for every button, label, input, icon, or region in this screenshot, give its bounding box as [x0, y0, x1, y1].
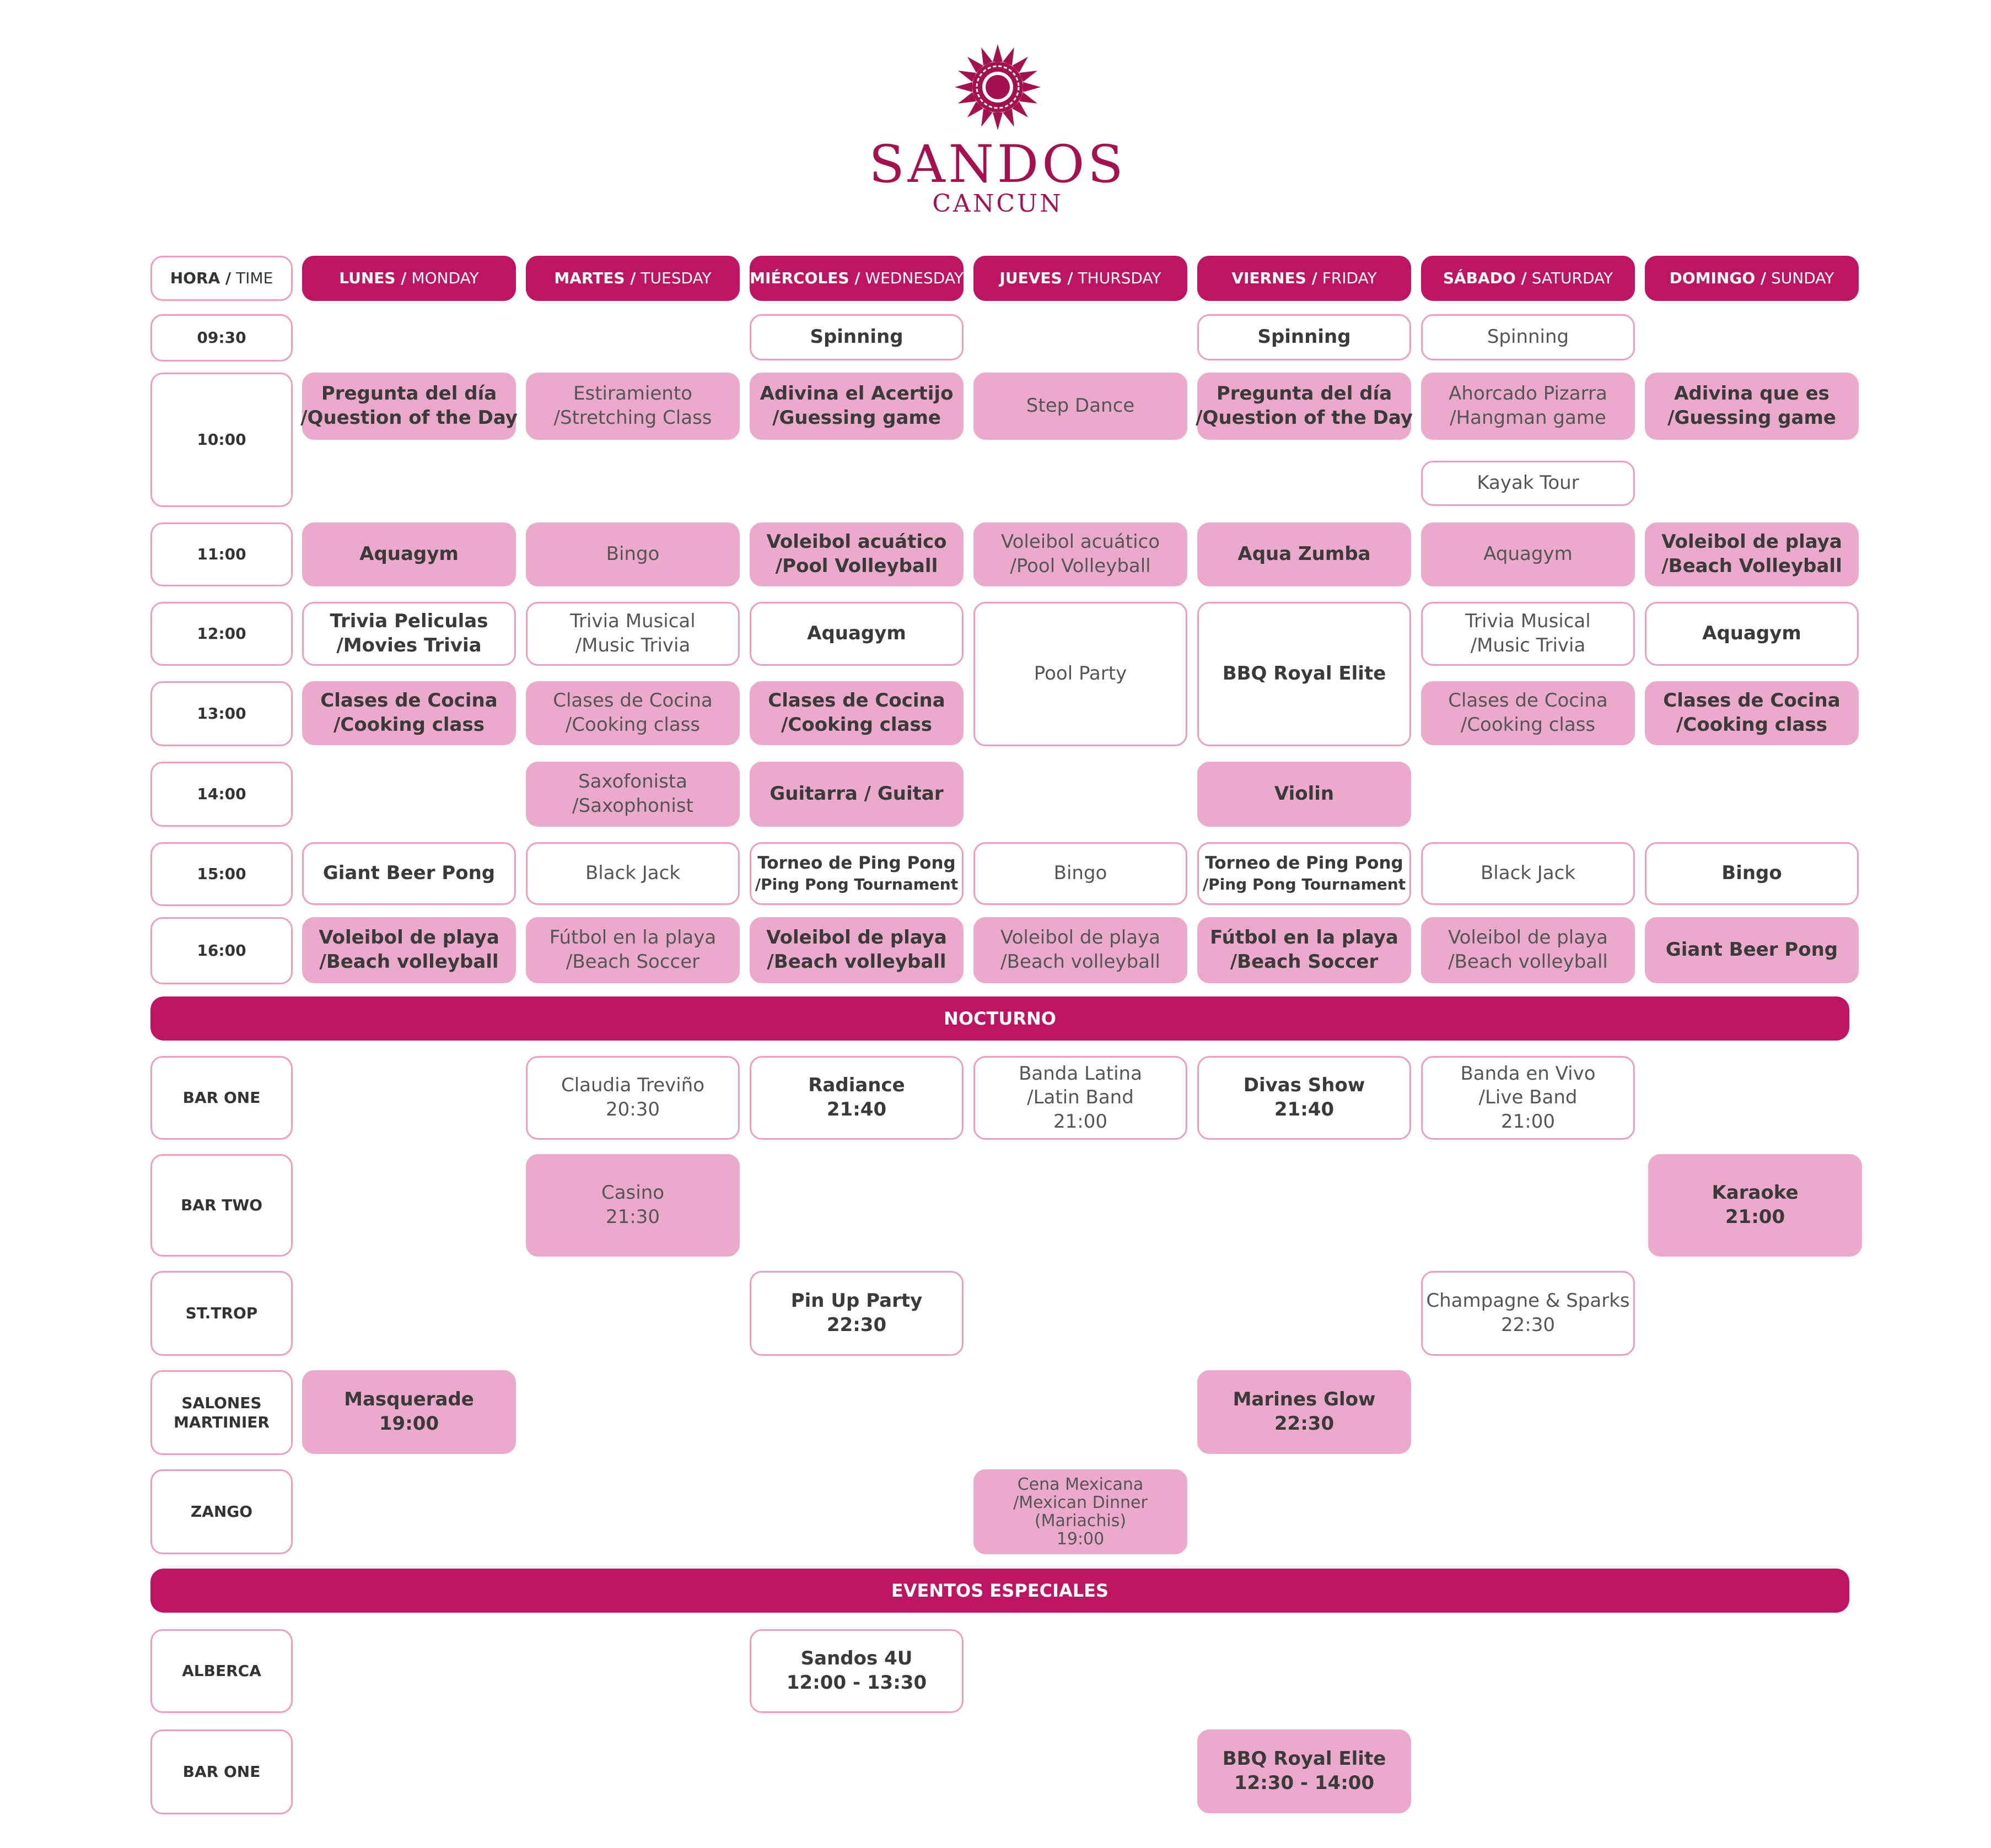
activity-cell[interactable] — [1645, 842, 1859, 905]
activity-cell[interactable] — [1645, 373, 1859, 440]
event-cell[interactable] — [1197, 1730, 1411, 1813]
activity-label: Voleibol de playa — [1000, 926, 1160, 949]
venue-bar-two: BAR TWO — [150, 1154, 293, 1257]
event-time: 21:00 — [1725, 1206, 1785, 1228]
time-column-header — [150, 256, 293, 301]
activity-cell[interactable] — [973, 917, 1187, 983]
activity-cell[interactable] — [1197, 762, 1411, 827]
activity-label-en: /Cooking class — [1676, 714, 1827, 736]
activity-label-en: /Pool Volleyball — [1010, 555, 1151, 577]
time-slot-1400: 14:00 — [150, 762, 293, 827]
event-cell[interactable] — [302, 1370, 516, 1454]
activity-label: Black Jack — [1480, 862, 1576, 885]
event-note: (Mariachis) — [1034, 1511, 1127, 1531]
activity-cell[interactable] — [302, 373, 516, 440]
day-label-en: TUESDAY — [636, 269, 712, 288]
activity-label: Aquagym — [1483, 543, 1573, 565]
activity-label: Adivina el Acertijo — [760, 382, 954, 405]
activity-label: Voleibol de playa — [1448, 926, 1608, 949]
activity-label-en: /Cooking class — [781, 714, 932, 736]
activity-label: Pool Party — [1034, 662, 1127, 685]
event-label: Claudia Treviño — [561, 1074, 705, 1097]
activity-label: Saxofonista — [578, 771, 687, 793]
activity-label-en: /Guessing game — [1667, 407, 1836, 429]
activity-label: Bingo — [606, 543, 660, 565]
time-slot-1500: 15:00 — [150, 842, 293, 906]
activity-label: Step Dance — [1026, 395, 1135, 417]
activity-label: Bingo — [1053, 862, 1107, 885]
activity-label-en: /Guessing game — [772, 407, 941, 429]
activity-label: Clases de Cocina — [553, 689, 713, 712]
activity-label: Voleibol de playa — [766, 926, 947, 949]
time-slot-1600: 16:00 — [150, 917, 293, 984]
activity-label-en: /Question of the Day — [1196, 407, 1413, 429]
activity-cell[interactable] — [1197, 314, 1411, 360]
event-label: Marines Glow — [1233, 1388, 1376, 1411]
activity-label-en: /Saxophonist — [572, 795, 693, 817]
activity-cell[interactable] — [750, 314, 964, 360]
activity-cell[interactable] — [1645, 681, 1859, 745]
time-slot-0930: 09:30 — [150, 314, 293, 362]
venue-bar-one: BAR ONE — [150, 1056, 293, 1140]
event-time: 12:30 - 14:00 — [1234, 1772, 1375, 1794]
activity-label: Aquagym — [807, 622, 906, 645]
event-time: 21:30 — [606, 1206, 660, 1228]
event-time: 19:00 — [379, 1413, 439, 1435]
activity-label: Spinning — [1487, 326, 1569, 348]
activity-label: Aquagym — [359, 543, 459, 565]
activity-label-en: /Beach volleyball — [1000, 951, 1160, 973]
event-label: Banda Latina — [1019, 1062, 1142, 1085]
event-cell[interactable] — [1197, 1370, 1411, 1454]
event-time: 20:30 — [606, 1098, 660, 1120]
activity-label: Guitarra / Guitar — [770, 783, 944, 805]
time-header-en: TIME — [231, 269, 273, 288]
activity-label: Pregunta del día — [321, 382, 497, 405]
activity-label: Aqua Zumba — [1237, 543, 1371, 565]
activity-label-en: /Beach volleyball — [1448, 951, 1608, 973]
activity-label: Voleibol de playa — [319, 926, 499, 949]
activity-cell[interactable] — [1197, 373, 1411, 440]
section-header-eventos-especiales: EVENTOS ESPECIALES — [150, 1569, 1849, 1613]
activity-label: Voleibol acuático — [1000, 531, 1160, 553]
event-cell[interactable] — [750, 1056, 964, 1140]
activity-cell[interactable] — [1645, 522, 1859, 586]
activity-label: Trivia Peliculas — [330, 610, 488, 633]
activity-label: Torneo de Ping Pong — [757, 853, 956, 874]
activity-label-en: /Hangman game — [1450, 407, 1606, 429]
event-cell[interactable] — [526, 1154, 740, 1257]
time-slot-1000: 10:00 — [150, 373, 293, 507]
activity-cell[interactable] — [1421, 522, 1635, 586]
day-header-tuesday — [526, 256, 740, 301]
activity-label-en: /Pool Volleyball — [775, 555, 938, 577]
brand-logo — [860, 43, 1136, 218]
day-label-es: DOMINGO / — [1669, 269, 1767, 288]
activity-label-en: /Beach volleyball — [319, 951, 499, 973]
activity-label-en: /Stretching Class — [553, 407, 712, 429]
day-header-wednesday — [750, 256, 964, 301]
brand-name: SANDOS — [869, 134, 1127, 195]
activity-cell[interactable] — [750, 842, 964, 905]
activity-label: Spinning — [810, 326, 903, 348]
event-label: Casino — [601, 1182, 665, 1204]
activity-cell[interactable] — [1197, 842, 1411, 905]
activity-label: Pregunta del día — [1216, 382, 1392, 405]
activity-label: Giant Beer Pong — [322, 862, 496, 885]
activity-label-en: /Music Trivia — [1470, 634, 1586, 656]
event-cell[interactable] — [1197, 1056, 1411, 1140]
day-label-es: LUNES / — [339, 269, 407, 288]
activity-label: Trivia Musical — [1465, 610, 1591, 633]
venue-salones-martinier — [150, 1370, 293, 1455]
activity-label: Voleibol acuático — [766, 531, 947, 553]
event-label: Divas Show — [1243, 1074, 1365, 1097]
event-label: Masquerade — [344, 1388, 474, 1411]
activity-cell[interactable] — [302, 917, 516, 983]
activity-cell[interactable] — [526, 373, 740, 440]
day-label-en: THURSDAY — [1073, 269, 1161, 288]
activity-cell[interactable] — [1197, 917, 1411, 983]
event-cell[interactable] — [1421, 1271, 1635, 1356]
event-label: Sandos 4U — [800, 1647, 913, 1670]
time-slot-1100: 11:00 — [150, 522, 293, 586]
event-label: Banda en Vivo — [1460, 1062, 1596, 1085]
activity-label: BBQ Royal Elite — [1222, 662, 1386, 685]
activity-label-en: /Cooking class — [1460, 714, 1596, 736]
activity-label-en: /Beach Soccer — [1230, 951, 1379, 973]
activity-label: Clases de Cocina — [768, 689, 945, 712]
event-label-en: /Latin Band — [1027, 1086, 1134, 1109]
activity-label-en: /Music Trivia — [575, 634, 691, 656]
activity-cell[interactable] — [973, 842, 1187, 905]
activity-label: Black Jack — [585, 862, 681, 885]
activity-cell[interactable] — [302, 602, 516, 666]
time-slot-1300: 13:00 — [150, 681, 293, 746]
activity-label: Spinning — [1257, 326, 1351, 348]
activity-cell[interactable] — [1421, 842, 1635, 905]
activity-cell[interactable] — [526, 917, 740, 983]
activity-label: Kayak Tour — [1477, 472, 1579, 494]
event-cell[interactable] — [973, 1469, 1187, 1554]
event-cell[interactable] — [750, 1271, 964, 1356]
activity-cell[interactable] — [1421, 681, 1635, 745]
event-time: 22:30 — [826, 1314, 887, 1336]
activity-cell[interactable] — [1421, 602, 1635, 666]
activity-cell[interactable] — [750, 522, 964, 586]
activity-cell[interactable] — [1421, 373, 1635, 440]
activity-cell[interactable] — [1645, 917, 1859, 983]
event-label: Radiance — [808, 1074, 905, 1097]
activity-cell[interactable] — [973, 522, 1187, 586]
activity-cell[interactable] — [1197, 522, 1411, 586]
activity-label: Trivia Musical — [570, 610, 696, 633]
activity-label-en: /Ping Pong Tournament — [1202, 875, 1406, 893]
brand-location: CANCUN — [932, 190, 1063, 218]
activity-label: Aquagym — [1702, 622, 1801, 645]
activity-label: Clases de Cocina — [1448, 689, 1608, 712]
venue-zango: ZANGO — [150, 1469, 293, 1554]
event-time: 21:40 — [1274, 1098, 1334, 1120]
day-header-thursday — [973, 256, 1187, 301]
activity-label: Torneo de Ping Pong — [1205, 853, 1403, 874]
day-label-es: JUEVES / — [999, 269, 1073, 288]
activity-cell[interactable] — [302, 842, 516, 905]
venue-bar-one-special: BAR ONE — [150, 1730, 293, 1814]
section-header-nocturno: NOCTURNO — [150, 996, 1849, 1041]
event-cell[interactable] — [973, 1056, 1187, 1140]
activity-label-en: /Ping Pong Tournament — [755, 875, 959, 893]
event-time: 21:40 — [826, 1098, 887, 1120]
event-time: 12:00 - 13:30 — [786, 1672, 927, 1694]
day-header-friday — [1197, 256, 1411, 301]
event-label: BBQ Royal Elite — [1222, 1748, 1386, 1770]
event-label-en: /Mexican Dinner — [1013, 1493, 1148, 1512]
activity-label-en: /Question of the Day — [300, 407, 518, 429]
activity-cell[interactable] — [973, 602, 1187, 746]
activity-label: Clases de Cocina — [1663, 689, 1841, 712]
activity-cell[interactable] — [526, 762, 740, 827]
event-cell[interactable] — [1648, 1154, 1862, 1257]
event-label: Karaoke — [1712, 1182, 1799, 1204]
activity-label-en: /Beach Volleyball — [1661, 555, 1842, 577]
activity-label: Fútbol en la playa — [1210, 926, 1398, 949]
day-label-es: SÁBADO / — [1443, 269, 1527, 288]
activity-label: Ahorcado Pizarra — [1449, 382, 1607, 405]
activity-cell[interactable] — [1197, 602, 1411, 746]
activity-label: Voleibol de playa — [1661, 531, 1842, 553]
day-label-en: FRIDAY — [1317, 269, 1377, 288]
activity-cell[interactable] — [526, 602, 740, 666]
activity-cell[interactable] — [750, 602, 964, 666]
day-label-es: MIÉRCOLES / — [750, 269, 860, 288]
activity-cell[interactable] — [750, 373, 964, 440]
activity-cell[interactable] — [526, 842, 740, 905]
event-cell[interactable] — [1421, 1056, 1635, 1140]
activity-cell[interactable] — [750, 681, 964, 745]
day-label-en: MONDAY — [406, 269, 479, 288]
event-cell[interactable] — [750, 1629, 964, 1713]
event-time: 22:30 — [1274, 1413, 1334, 1435]
day-header-sunday — [1645, 256, 1859, 301]
event-time: 19:00 — [1056, 1529, 1105, 1549]
venue-alberca: ALBERCA — [150, 1629, 293, 1713]
time-header-es: HORA / — [170, 269, 232, 288]
activity-label-en: /Cooking class — [565, 714, 701, 736]
day-label-en: WEDNESDAY — [860, 269, 964, 288]
day-label-en: SUNDAY — [1766, 269, 1834, 288]
venue-st-trop: ST.TROP — [150, 1271, 293, 1356]
event-time: 21:00 — [1053, 1110, 1107, 1133]
event-time: 21:00 — [1501, 1110, 1555, 1133]
activity-cell[interactable] — [1421, 461, 1635, 506]
activity-cell[interactable] — [750, 762, 964, 827]
event-cell[interactable] — [526, 1056, 740, 1140]
activity-cell[interactable] — [1421, 314, 1635, 360]
activity-label: Adivina que es — [1674, 382, 1829, 405]
time-slot-1200: 12:00 — [150, 602, 293, 666]
activity-label: Violin — [1274, 783, 1334, 805]
day-label-es: MARTES / — [554, 269, 636, 288]
day-label-es: VIERNES / — [1231, 269, 1317, 288]
activity-cell[interactable] — [973, 373, 1187, 440]
event-time: 22:30 — [1501, 1314, 1555, 1336]
activity-label-en: /Movies Trivia — [336, 634, 482, 656]
activity-label-en: /Beach volleyball — [767, 951, 946, 973]
activity-cell[interactable] — [750, 917, 964, 983]
day-label-en: SATURDAY — [1526, 269, 1613, 288]
event-label: Pin Up Party — [790, 1290, 923, 1312]
event-label: Cena Mexicana — [1017, 1475, 1144, 1494]
activity-cell[interactable] — [526, 681, 740, 745]
event-label: Champagne & Sparks — [1426, 1290, 1630, 1312]
activity-label: Fútbol en la playa — [549, 926, 717, 949]
day-header-saturday — [1421, 256, 1635, 301]
activity-cell[interactable] — [1421, 917, 1635, 983]
activity-label: Clases de Cocina — [320, 689, 498, 712]
day-header-monday — [302, 256, 516, 301]
activity-label: Bingo — [1721, 862, 1782, 885]
activity-label: Estiramiento — [573, 382, 692, 405]
activity-cell[interactable] — [302, 522, 516, 586]
venue-label: MARTINIER — [174, 1413, 270, 1431]
activity-label-en: /Beach Soccer — [566, 951, 700, 973]
sunflower-logo-icon — [954, 43, 1042, 131]
activity-label-en: /Cooking class — [333, 714, 485, 736]
activity-cell[interactable] — [526, 522, 740, 586]
activity-label: Giant Beer Pong — [1665, 939, 1838, 961]
activity-cell[interactable] — [302, 681, 516, 745]
venue-label: SALONES — [181, 1394, 262, 1412]
event-label-en: /Live Band — [1478, 1086, 1578, 1109]
activity-cell[interactable] — [1645, 602, 1859, 666]
